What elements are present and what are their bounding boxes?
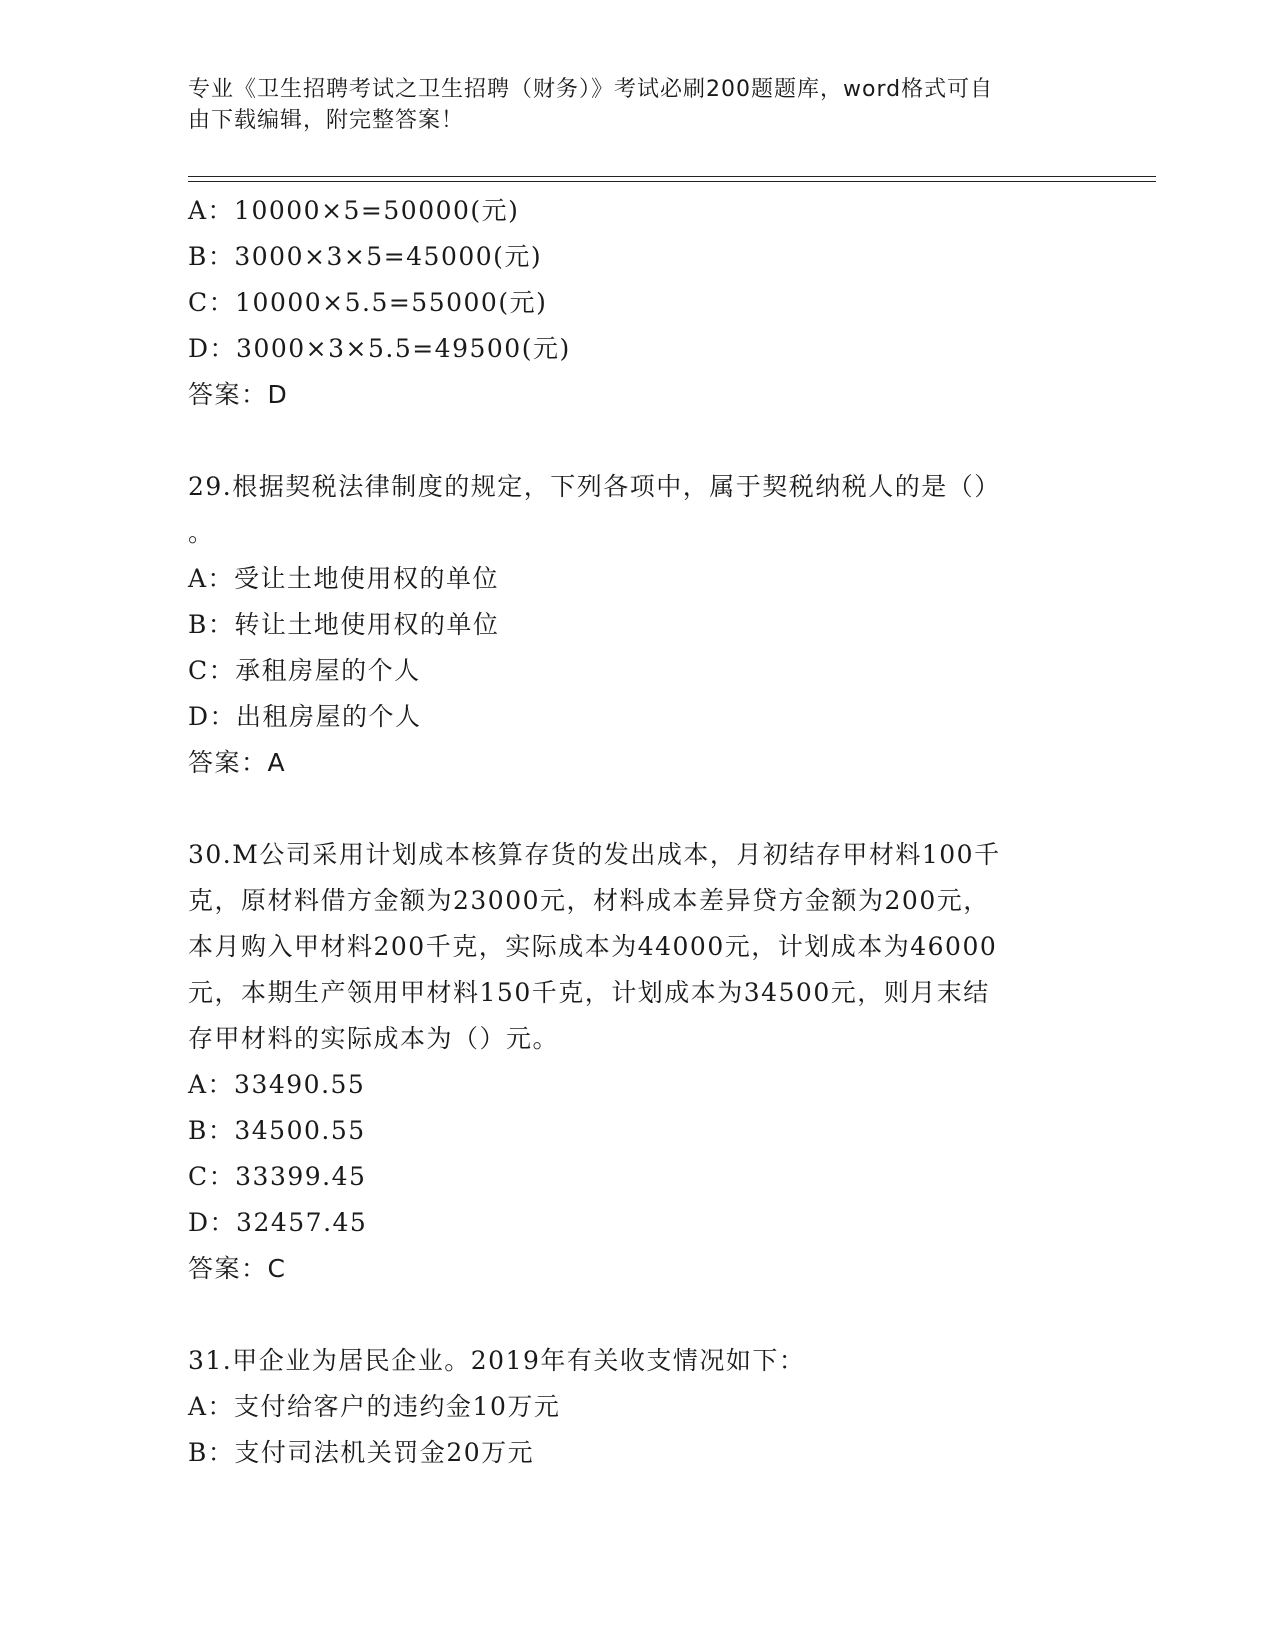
question-stem-line: 克，原材料借方金额为23000元，材料成本差异贷方金额为200元，: [188, 886, 990, 915]
document-body: [188, 188, 1078, 1476]
option-a: A：支付给客户的违约金10万元: [188, 1392, 561, 1421]
question-stem-line: 29.根据契税法律制度的规定，下列各项中，属于契税纳税人的是（）: [188, 472, 1001, 501]
question-stem-line: 本月购入甲材料200千克，实际成本为44000元，计划成本为46000: [188, 932, 998, 961]
option-b: B：支付司法机关罚金20万元: [188, 1438, 535, 1467]
spacer: [188, 1292, 1078, 1338]
question-stem-line: 30.M公司采用计划成本核算存货的发出成本，月初结存甲材料100千: [188, 840, 1001, 869]
question-stem-line: 。: [188, 518, 215, 547]
question-29: [188, 464, 1078, 786]
option-c: C：33399.45: [188, 1162, 367, 1191]
option-d: D：32457.45: [188, 1208, 368, 1237]
header-divider-top: [188, 176, 1156, 177]
option-b: B：3000×3×5=45000(元): [188, 242, 543, 271]
option-a: A：受让土地使用权的单位: [188, 564, 500, 593]
option-c: C：10000×5.5=55000(元): [188, 288, 548, 317]
document-header: [188, 74, 1078, 136]
option-a: A：33490.55: [188, 1070, 366, 1099]
question-28: [188, 188, 1078, 418]
question-31: [188, 1338, 1078, 1476]
option-d: D：3000×3×5.5=49500(元): [188, 334, 571, 363]
header-line-1: 专业《卫生招聘考试之卫生招聘（财务）》考试必刷200题题库，word格式可自: [188, 77, 994, 102]
option-a: A：10000×5=50000(元): [188, 196, 520, 225]
option-d: D：出租房屋的个人: [188, 702, 422, 731]
option-b: B：转让土地使用权的单位: [188, 610, 500, 639]
answer-line: 答案：C: [188, 1254, 287, 1283]
question-stem-line: 31.甲企业为居民企业。2019年有关收支情况如下：: [188, 1346, 806, 1375]
option-b: B：34500.55: [188, 1116, 366, 1145]
question-stem-line: 元，本期生产领用甲材料150千克，计划成本为34500元，则月末结: [188, 978, 990, 1007]
question-stem-line: 存甲材料的实际成本为（）元。: [188, 1024, 560, 1053]
answer-line: 答案：D: [188, 380, 289, 409]
option-c: C：承租房屋的个人: [188, 656, 421, 685]
spacer: [188, 418, 1078, 464]
header-divider-bottom: [188, 181, 1156, 182]
answer-line: 答案：A: [188, 748, 287, 777]
question-30: [188, 832, 1078, 1292]
spacer: [188, 786, 1078, 832]
header-line-2: 由下载编辑，附完整答案！: [188, 108, 465, 133]
